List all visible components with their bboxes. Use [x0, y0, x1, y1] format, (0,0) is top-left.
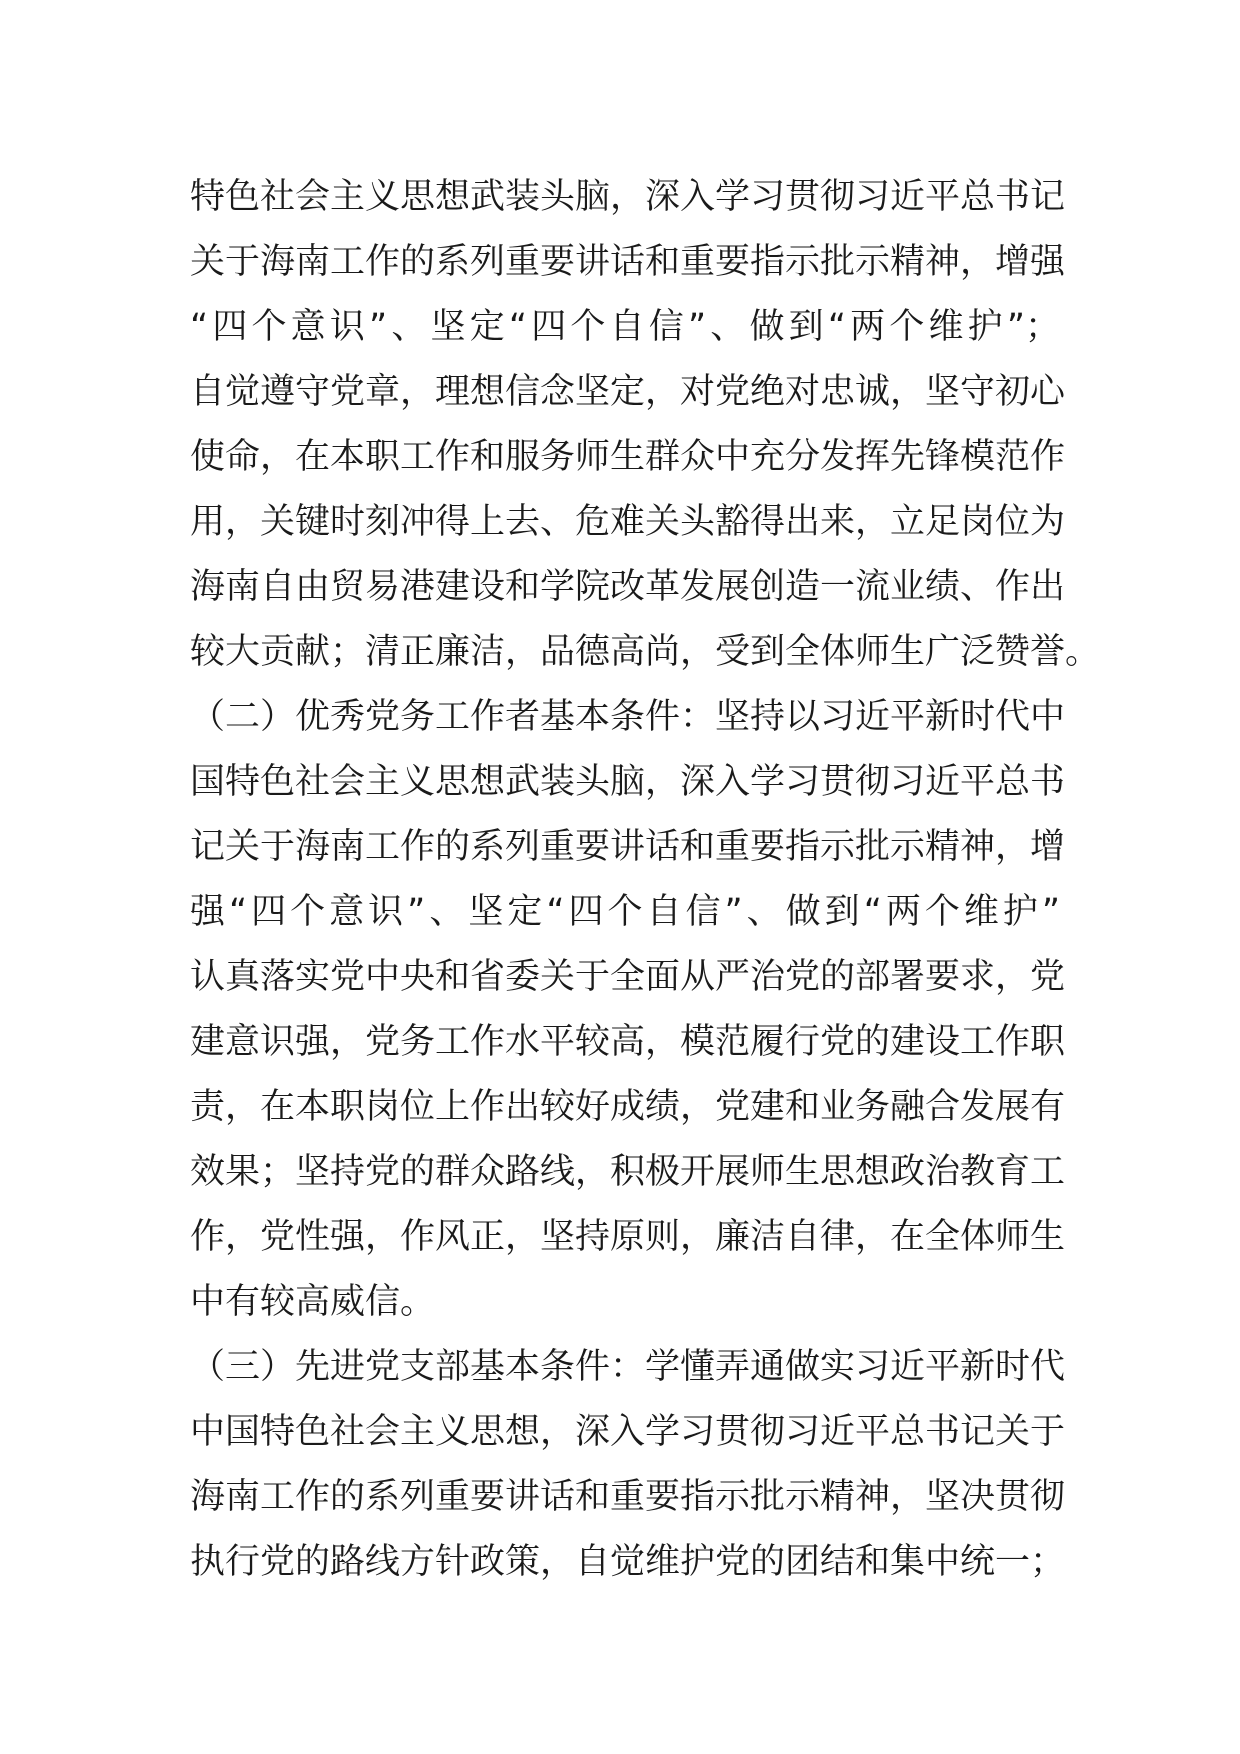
- text-line: 国特色社会主义思想武装头脑，深入学习贯彻习近平总书: [190, 762, 1066, 802]
- text-line: 使命，在本职工作和服务师生群众中充分发挥先锋模范作: [190, 437, 1066, 477]
- text-line: 中国特色社会主义思想，深入学习贯彻习近平总书记关于: [190, 1412, 1066, 1452]
- text-line: 记关于海南工作的系列重要讲话和重要指示批示精神，增: [190, 827, 1066, 867]
- text-line: 用，关键时刻冲得上去、危难关头豁得出来，立足岗位为: [190, 502, 1066, 542]
- text-line: 强“四个意识”、坚定“四个自信”、做到“两个维护”: [190, 892, 1060, 932]
- text-line: 效果；坚持党的群众路线，积极开展师生思想政治教育工: [190, 1152, 1066, 1192]
- section-heading-line: （三）先进党支部基本条件：学懂弄通做实习近平新时代: [190, 1347, 1066, 1387]
- text-line: 海南自由贸易港建设和学院改革发展创造一流业绩、作出: [190, 567, 1066, 607]
- text-line: 较大贡献；清正廉洁，品德高尚，受到全体师生广泛赞誉。: [190, 632, 1101, 672]
- text-line: 自觉遵守党章，理想信念坚定，对党绝对忠诚，坚守初心: [190, 372, 1066, 412]
- text-line: 海南工作的系列重要讲话和重要指示批示精神，坚决贯彻: [190, 1477, 1066, 1517]
- text-line: “四个意识”、坚定“四个自信”、做到“两个维护”；: [190, 307, 1060, 347]
- text-line: 关于海南工作的系列重要讲话和重要指示批示精神，增强: [190, 242, 1066, 282]
- text-line: 作，党性强，作风正，坚持原则，廉洁自律，在全体师生: [190, 1217, 1066, 1257]
- section-heading-line: （二）优秀党务工作者基本条件：坚持以习近平新时代中: [190, 697, 1066, 737]
- text-line: 建意识强，党务工作水平较高，模范履行党的建设工作职: [190, 1022, 1066, 1062]
- text-line: 中有较高威信。: [190, 1282, 436, 1322]
- body-text: [190, 165, 1101, 1595]
- text-line: 执行党的路线方针政策，自觉维护党的团结和集中统一；: [190, 1542, 1066, 1582]
- text-line: 责，在本职岗位上作出较好成绩，党建和业务融合发展有: [190, 1087, 1066, 1127]
- text-line: 认真落实党中央和省委关于全面从严治党的部署要求，党: [190, 957, 1066, 997]
- text-line: 特色社会主义思想武装头脑，深入学习贯彻习近平总书记: [190, 177, 1066, 217]
